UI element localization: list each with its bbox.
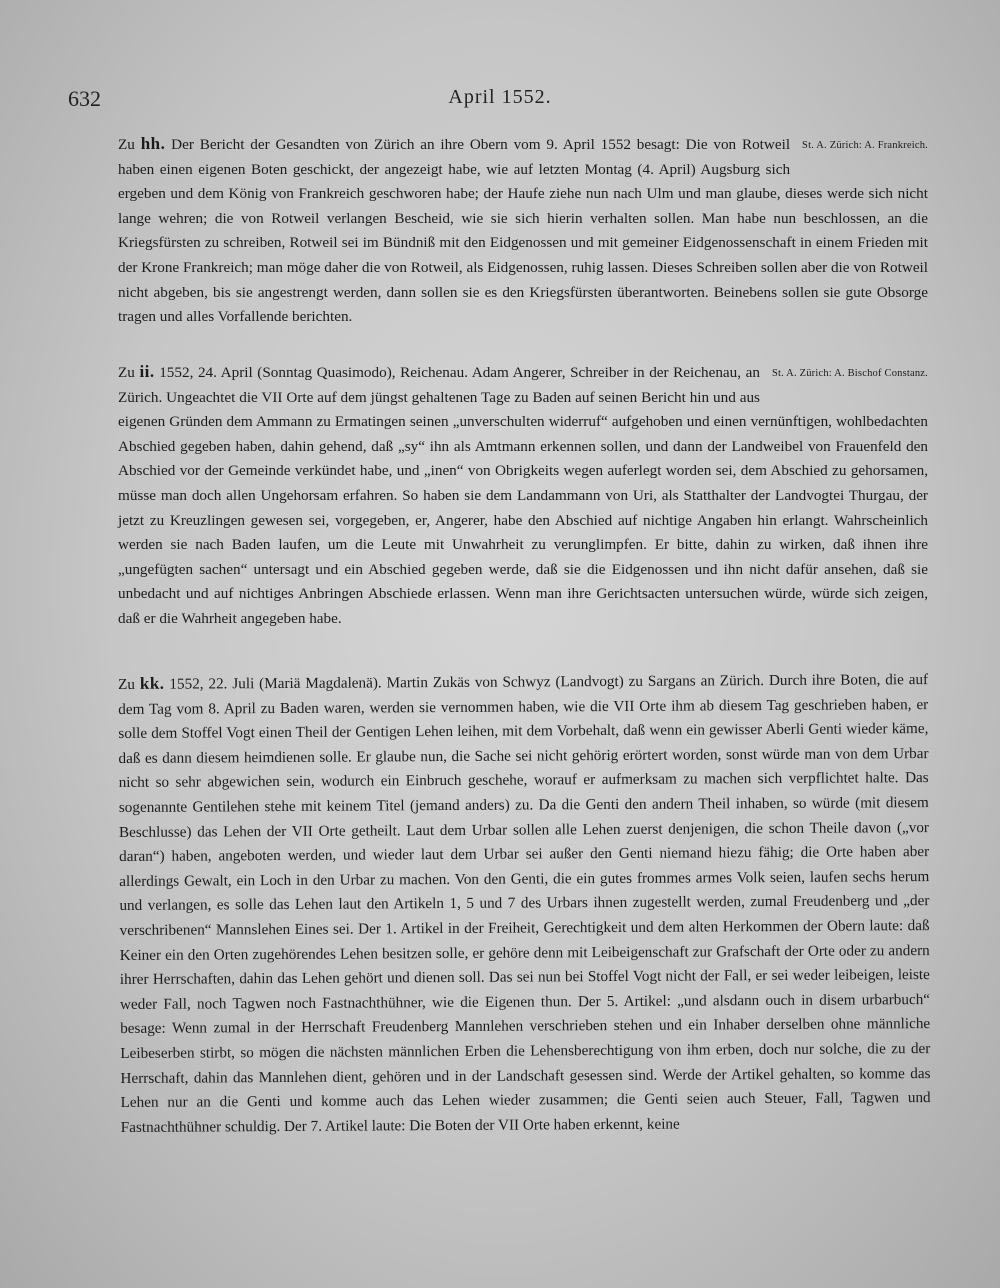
entry-ii [118,360,928,632]
entry-text: 1552, 22. Juli (Mariä Magdalenä). Martin Zukäs von Schwyz (Landvogt) zu Sargans an Zürich. Durch ihre Boten, die auf dem Tag vom 8. April zu Baden waren, werden sie vernommen haben, wie die VII Orte ihm ab diesem Tag geschrieben haben, er solle dem Stoffel Vogt einen Theil der Gentigen Lehen leihen, mit dem Vorbehalt, daß wenn ein gewisser Aberli Genti wieder käme, daß es dann diesem heimdienen solle. Er glaube nun, die Sache sei nicht gehörig erörtert worden, sonst würde man von dem Urbar nicht so sehr abgewichen sein, wodurch ein Einbruch geschehe, worauf er aufmerksam zu machen sich verpflichtet halte. Das sogenannte Gentilehen stehe mit keinem Titel (jemand anders) zu. Da die Genti den andern Theil inhaben, so würde (mit diesem Beschlusse) das Lehen der VII Orte getheilt. Laut dem Urbar sollen alle Lehen zuerst denjenigen, die schon Theile davon („vor daran“) haben, angeboten werden, und wieder laut dem Urbar sei außer den Genti niemand hiezu fähig; die Orte haben aber allerdings Gewalt, ein Loch in den Urbar zu machen. Von den Genti, die ein gutes frommes armes Volk seien, laufen sechs herum und verlangen, es solle das Lehen laut den Artikeln 1, 5 und 7 des Urbars ihnen zugestellt werden, zumal Freudenberg und „der verschribenen“ Mannslehen Eines sei. Der 1. Artikel in der Freiheit, Gerechtigkeit und dem alten Herkommen der Obern laute: daß Keiner ein den Orten zugehörendes Lehen besitzen solle, er gehöre denn mit Leibeigenschaft zur Grafschaft der Orte oder zu andern ihrer Herrschaften, dahin das Lehen gehört und dienen soll. Das sei nun bei Stoffel Vogt nicht der Fall, er sei weder leibeigen, leiste weder Fall, noch Tagwen noch Fastnachthühner, wie die Eigenen thun. Der 5. Artikel: „und alsdann ouch in disem urbarbuch“ besage: Wenn zumal in der Herrschaft Freudenberg Mannlehen verschrieben stehen und ein Inhaber derselben ohne männliche Leibeserben stirbt, so mögen die nächsten männlichen Erben die Lehensberechtigung von ihm erben, doch nur solche, die zu der Herrschaft, dahin das Mannlehen dient, gehören und in der Landschaft gesessen sind. Werde der Artikel gehalten, so komme das Lehen nur an die Genti und komme auch das Lehen wieder zusammen; die Genti seien auch Steuer, Fall, Tagwen und Fastnachthühner schuldig. Der 7. Artikel laute: Die Boten der VII Orte haben erkennt, keine [118,671,931,1136]
entry-label: hh. [140,134,166,153]
entry-text: 1552, 24. April (Sonntag Quasimodo), Reichenau. Adam Angerer, Schreiber in der Reichenau, an Zürich. Ungeachtet die VII Orte auf dem jüngst gehaltenen Tage zu Baden auf seinen Bericht hin und aus eigenen Gründen dem Ammann zu Ermatingen seinen „unverschulten widerruf“ aufgehoben und einen vernünftigen, wohlbedachten Abschied gegeben haben, dahin gehend, daß „sy“ ihn als Amtmann erkennen sollen, und dann der Landweibel von Frauenfeld den Abschied vor der Gemeinde verkündet habe, und „inen“ von Obrigkeits wegen auferlegt worden sei, dem Abschied zu gehorsamen, müsse man doch allen Ungehorsam erfahren. So haben sie dem Landammann von Uri, als Statthalter der Landvogtei Thurgau, der jetzt zu Kreuzlingen gewesen sei, vorgegeben, er, Angerer, habe den Abschied auf nichtige Angaben hin erlangt. Wahrscheinlich werden sie nach Baden laufen, um die Leute mit Unwahrheit zu verunglimpfen. Er bitte, dahin zu wirken, daß ihnen ihre „ungefügten sachen“ untersagt und ein Abschied gegeben werde, daß sie die Eidgenossen und ihn nicht dafür ansehen, daß sie unbedacht und auf nichtiges Anbringen Abschiede erlassen. Wenn man ihre Gerichtsacten untersuchen würde, würde sich zeigen, daß er die Wahrheit angegeben habe. [118,364,928,627]
entry-prefix: Zu [118,136,135,153]
entry-source: St. A. Zürich: A. Frankreich. [802,140,928,151]
running-title: April 1552. [448,86,552,108]
entry-kk [118,667,931,1140]
entry-text: Der Bericht der Gesandten von Zürich an ihre Obern vom 9. April 1552 besagt: Die von Rotweil haben einen eigenen Boten geschickt, der angezeigt habe, wie auf letzten Montag (4. April) Augsburg sich ergeben und dem König von Frankreich geschworen habe; der Haufe ziehe nun nach Ulm und man glaube, dieses werde sich nicht lange wehren; die von Rotweil verlangen Bescheid, wie sie sich hierin verhalten sollen. Man habe nun beschlossen, an die Kriegsfürsten zu schreiben, Rotweil sei im Bündniß mit den Eidgenossen und mit gemeiner Eidgenossenschaft in einem Frieden mit der Krone Frankreich; man möge daher die von Rotweil, als Eidgenossen, ruhig lassen. Dieses Schreiben sollen aber die von Rotweil nicht abgeben, bis sie angestrengt werden, dann sollen sie es den Kriegsfürsten überantworten. Beinebens sollen sie gute Obsorge tragen und alles Vorfallende berichten. [118,136,928,326]
entry-label: kk. [139,673,165,693]
entry-prefix: Zu [118,675,136,693]
entry-label: ii. [139,362,155,381]
entry-prefix: Zu [118,364,135,381]
page-header [68,86,932,116]
entry-source: St. A. Zürich: A. Bischof Constanz. [771,368,928,379]
entry-hh [118,132,928,330]
page-number: 632 [68,86,101,111]
